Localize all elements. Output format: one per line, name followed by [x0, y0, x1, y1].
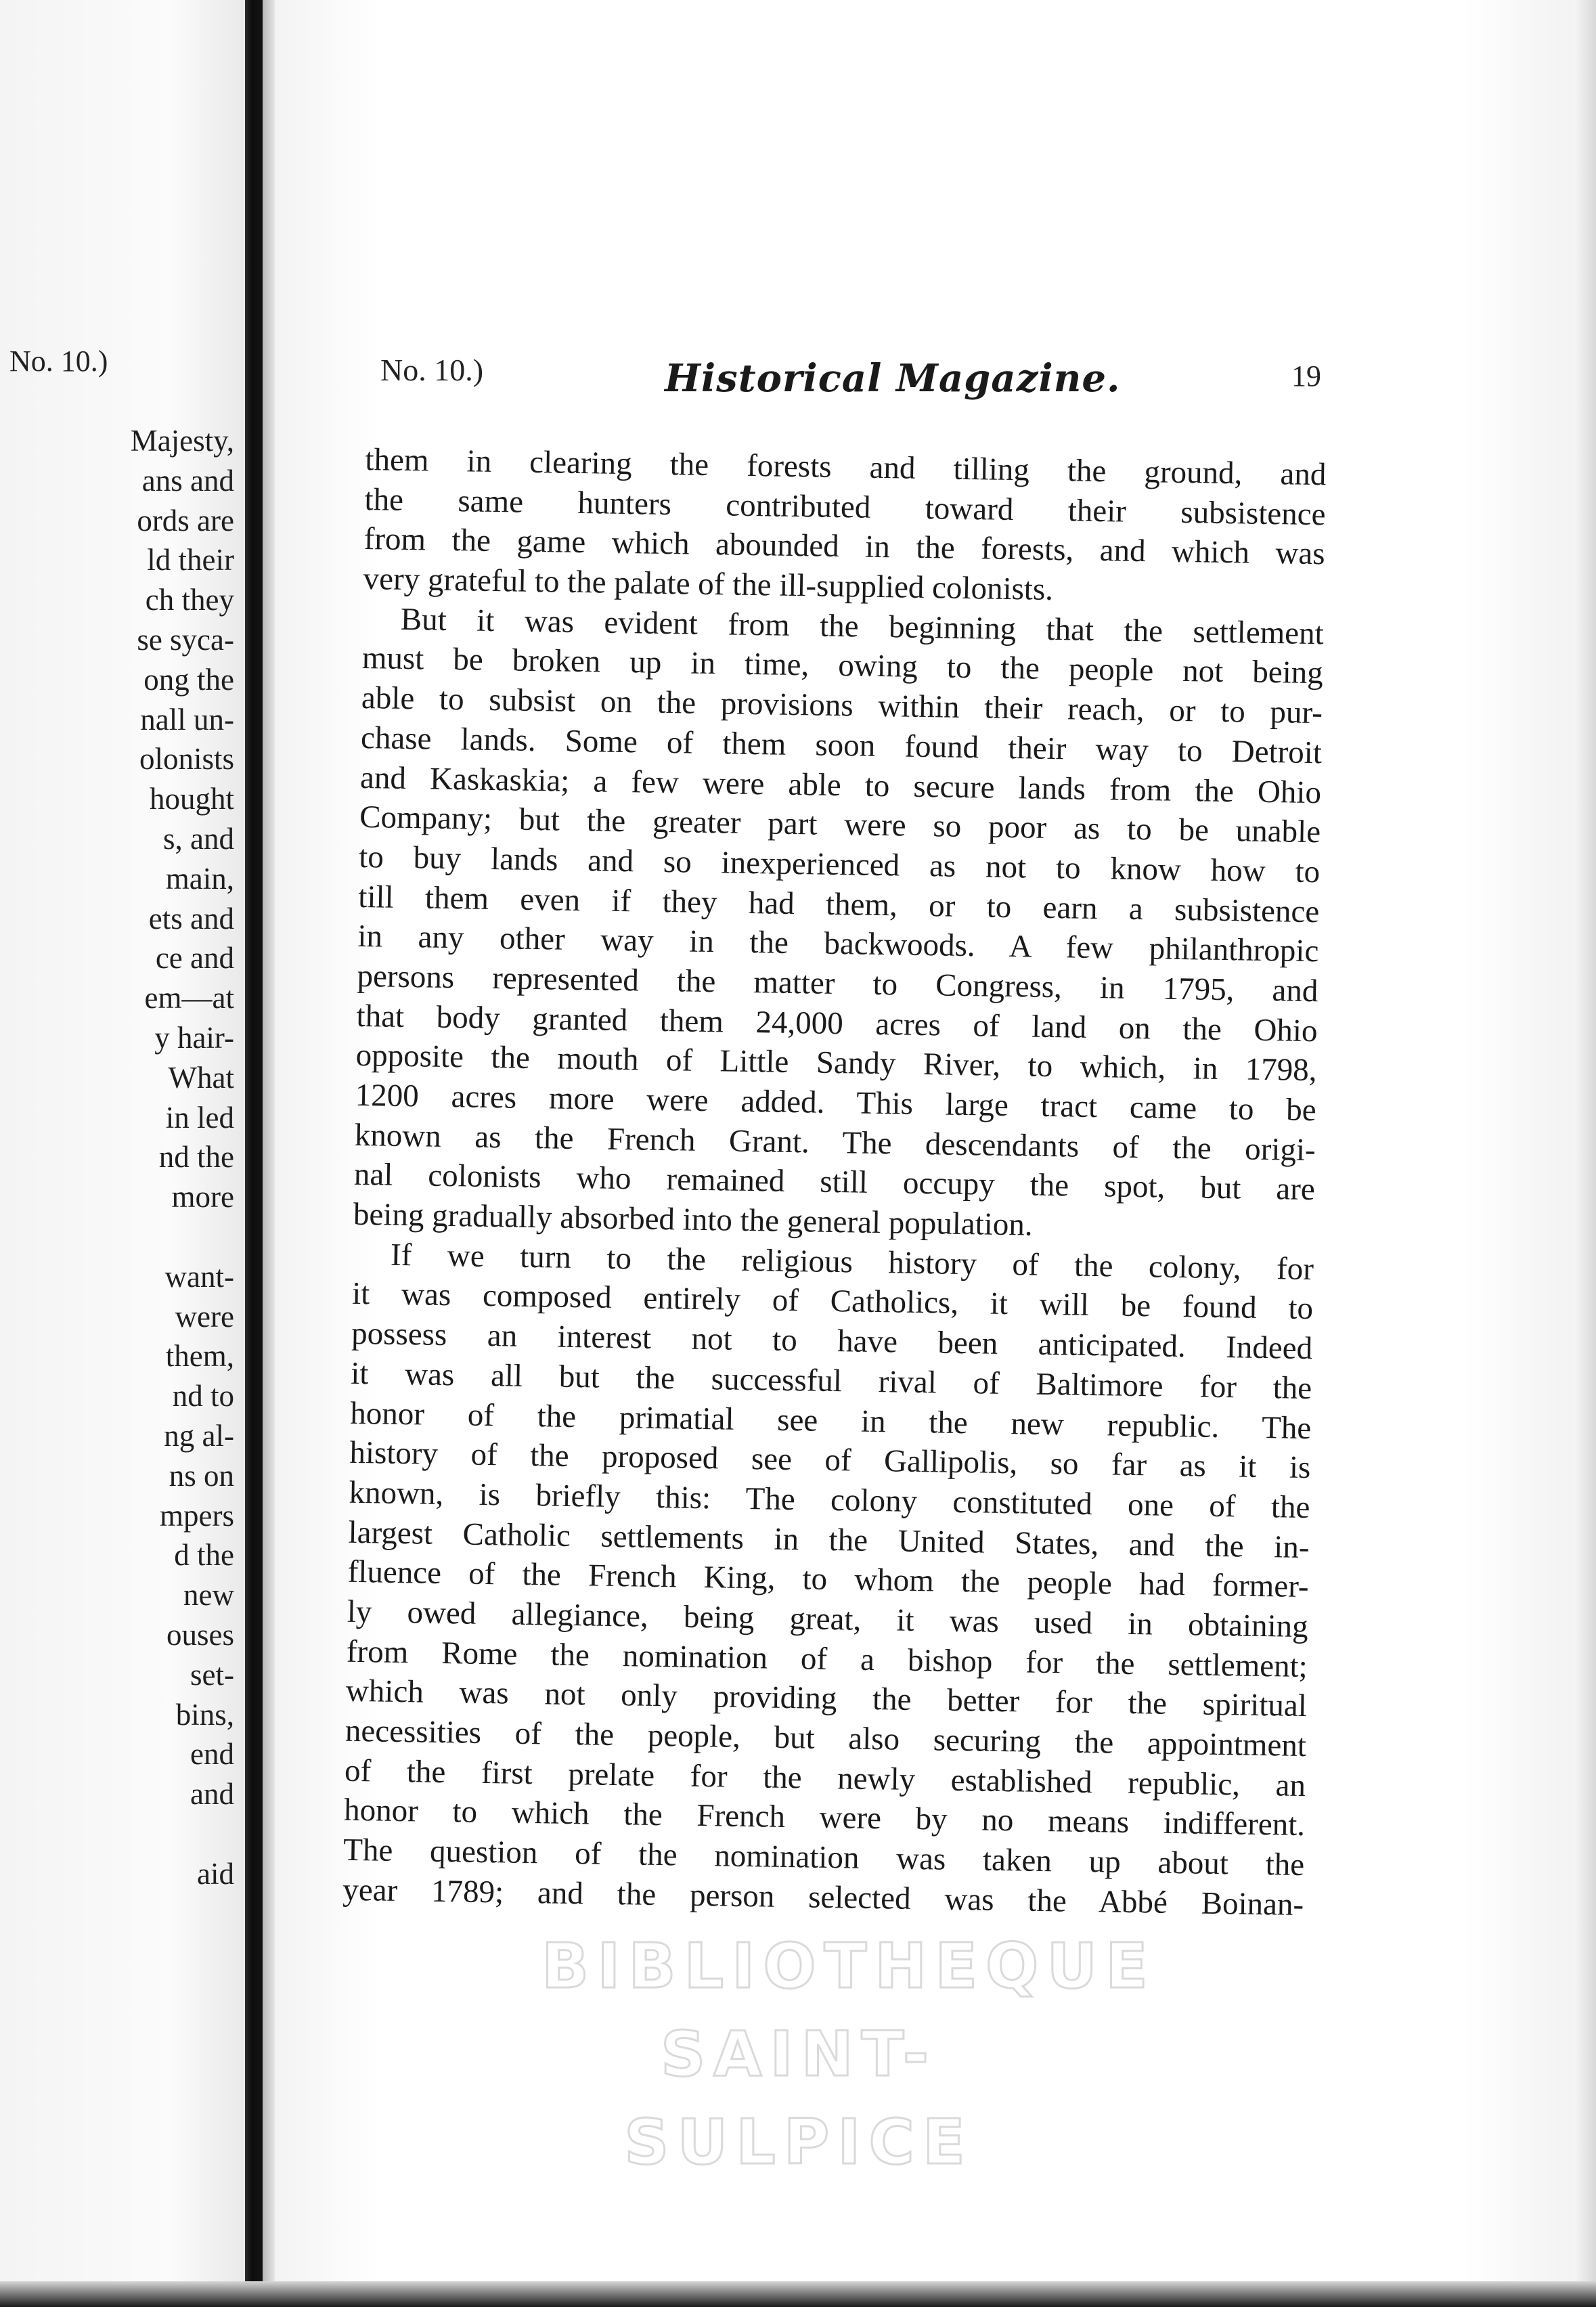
left-page-text [0, 421, 234, 1893]
issue-number: No. 10.) [380, 353, 484, 387]
page-edge [263, 0, 275, 2307]
text-line: nal colonists who remained still occupy the spot, but are [353, 1157, 1316, 1208]
left-line: new [183, 1578, 234, 1612]
left-line: olonists [139, 742, 234, 776]
text-line: Company; but the greater part were so poor as to be unable [359, 799, 1321, 850]
text-line: persons represented the matter to Congress, in 1795, and [357, 958, 1318, 1009]
left-line: d the [174, 1538, 234, 1573]
text-line: of the first prelate for the newly established republic, an [344, 1753, 1306, 1803]
left-line: ns on [169, 1458, 234, 1493]
left-line [0, 1814, 234, 1854]
stamp-line: BIBLIOTHEQUE [541, 1930, 1156, 2002]
left-line: hought [149, 782, 234, 816]
text-line: able to subsist on the provisions within their reach, or to pur- [361, 680, 1323, 731]
left-line: ld their [147, 543, 234, 577]
left-line: aid [197, 1856, 234, 1891]
left-line: set- [190, 1657, 234, 1692]
page-bottom-edge [0, 2281, 1596, 2307]
stamp-line: SAINT-SULPICE [624, 2018, 973, 2178]
left-line: ce and [155, 941, 234, 975]
left-line: ch they [145, 583, 234, 617]
left-line: main, [165, 861, 234, 896]
text-line: If we turn to the religious history of the colony, for [390, 1237, 1314, 1287]
text-line: year 1789; and the person selected was the Abbé Boinan- [342, 1872, 1304, 1922]
left-line: ans and [141, 463, 234, 498]
left-line: se syca- [137, 622, 234, 657]
book-gutter [245, 0, 263, 2307]
library-perforation-stamp [541, 1922, 1156, 2178]
text-line: chase lands. Some of them soon found their way to Detroit [360, 720, 1323, 771]
text-line: must be broken up in time, owing to the people not being [361, 640, 1324, 691]
left-line: s, and [163, 821, 234, 856]
text-line: it was composed entirely of Catholics, it will be found to [351, 1276, 1314, 1327]
text-line: The question of the nomination was taken up about the [342, 1832, 1305, 1883]
left-line: ords are [137, 503, 234, 537]
text-line: honor of the primatial see in the new republic. The [350, 1395, 1312, 1446]
left-line: y hair- [154, 1020, 234, 1055]
text-line: which was not only providing the better for the spiritual [345, 1673, 1308, 1724]
page-number: 19 [1291, 359, 1321, 393]
text-line: fluence of the French King, to whom the people had former- [347, 1554, 1309, 1605]
text-line: the same hunters contributed toward their subsistence [364, 481, 1326, 532]
text-line: 1200 acres more were added. This large tract came to be [355, 1077, 1317, 1128]
text-line: and Kaskaskia; a few were able to secure lands from the Ohio [359, 760, 1322, 810]
left-line: ng al- [164, 1418, 234, 1453]
text-line: to buy lands and so inexperienced as not to know how to [358, 839, 1321, 890]
text-line: them in clearing the forests and tilling the ground, and [365, 441, 1327, 493]
left-line: more [171, 1180, 234, 1214]
left-line: nall un- [140, 702, 234, 737]
left-facing-page [0, 0, 245, 2307]
left-line: end [190, 1737, 234, 1772]
text-line: history of the proposed see of Gallipolis, so far as it is [349, 1435, 1311, 1486]
left-line: were [175, 1299, 234, 1334]
running-head [380, 352, 1321, 406]
text-line: possess an interest not to have been anticipated. Indeed [351, 1315, 1313, 1367]
left-line: ouses [167, 1617, 234, 1652]
text-line: being gradually absorbed into the general population. [353, 1196, 1034, 1243]
left-line: What [168, 1060, 234, 1095]
text-line: it was all but the successful rival of Baltimore for the [350, 1355, 1312, 1406]
left-line: Majesty, [130, 424, 234, 458]
left-line: them, [165, 1339, 234, 1374]
text-line: known, is briefly this: The colony constituted one of the [349, 1474, 1310, 1525]
left-page-header: No. 10.) [9, 345, 108, 378]
left-line: ong the [143, 662, 234, 697]
left-line: bins, [175, 1697, 234, 1732]
left-line: want- [164, 1259, 234, 1294]
article-body [342, 440, 1327, 1925]
text-line: largest Catholic settlements in the United States, and the in- [348, 1514, 1310, 1565]
text-line: ly owed allegiance, being great, it was used in obtaining [347, 1594, 1309, 1645]
text-line: known as the French Grant. The descendants of the origi- [354, 1117, 1316, 1168]
text-line: in any other way in the backwoods. A few philanthropic [357, 919, 1319, 969]
text-line: opposite the mouth of Little Sandy River, to which, in 1798, [355, 1038, 1317, 1089]
left-line [0, 1217, 234, 1257]
text-line: But it was evident from the beginning that the settlement [400, 601, 1325, 652]
text-line: honor to which the French were by no means indifferent. [343, 1793, 1306, 1843]
left-line: em—at [144, 981, 234, 1015]
text-line: from Rome the nomination of a bishop for the settlement; [346, 1633, 1308, 1684]
left-line: nd to [172, 1379, 234, 1413]
left-line: and [190, 1777, 234, 1811]
text-line: till them even if they had them, or to earn a subsistence [357, 879, 1320, 929]
text-line: necessities of the people, but also securing the appointment [345, 1713, 1307, 1764]
left-line: mpers [160, 1498, 234, 1533]
text-line: from the game which abounded in the forests, and which was [363, 521, 1325, 572]
left-line: ets and [148, 901, 234, 936]
left-line: in led [165, 1100, 234, 1135]
text-line: that body granted them 24,000 acres of land on the Ohio [356, 998, 1318, 1049]
text-line: very grateful to the palate of the ill-supplied colonists. [363, 561, 1054, 608]
left-line: nd the [158, 1140, 234, 1174]
journal-title: Historical Magazine. [665, 356, 1121, 401]
